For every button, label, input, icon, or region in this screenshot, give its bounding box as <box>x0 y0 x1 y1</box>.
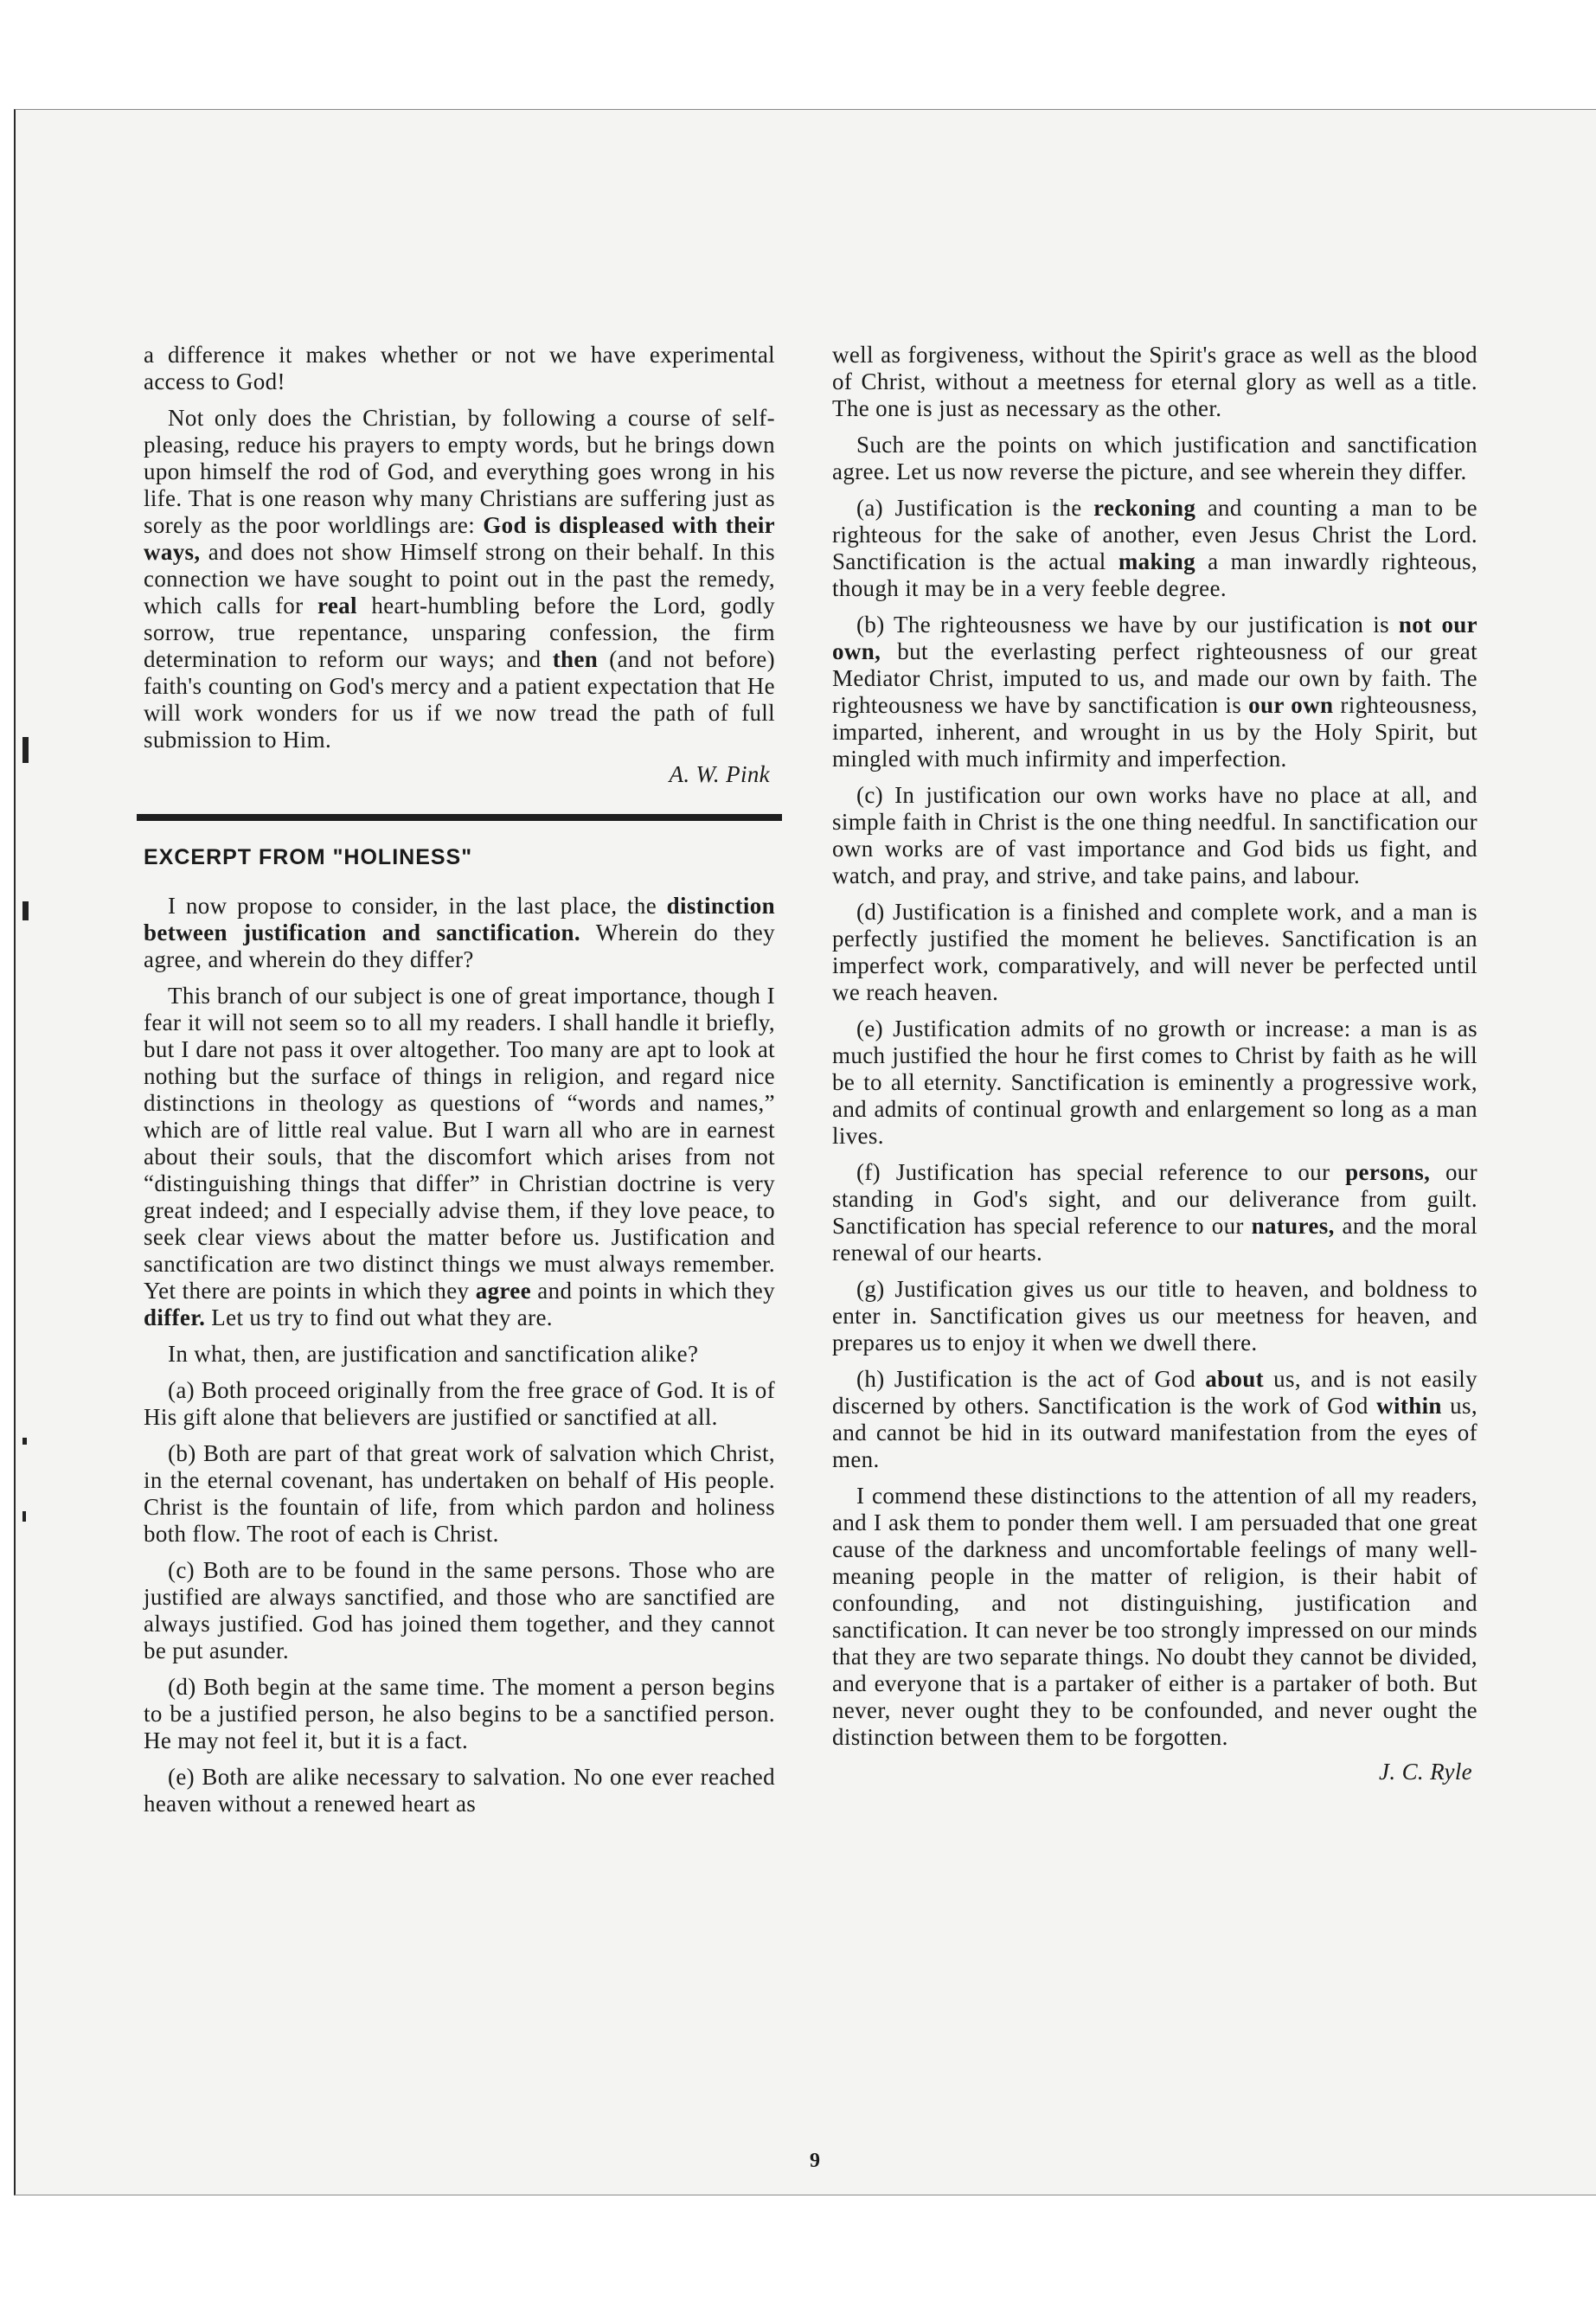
differ-point-a: (a) Justification is the reckoning and counting a man to be righteous for the sake of another, even Jesus Christ the Lord. Sanctification is the actual making a man inwardly righteous, though it may be in a very feeble degree. <box>832 495 1477 601</box>
author-signature-pink: A. W. Pink <box>669 761 770 787</box>
scan-edge-mark <box>22 737 29 763</box>
differ-point-e: (e) Justification admits of no growth or increase: a man is as much justified the hour he first comes to Christ by faith as he will be to all eternity. Sanctification is eminently a progressive work, and admits of continual growth and enlargement so long as a man lives. <box>832 1016 1477 1149</box>
differ-point-f: (f) Justification has special reference to our persons, our standing in God's sight, and our deliverance from guilt. Sanctification has special reference to our natures, and the moral renewal of our hearts. <box>832 1159 1477 1266</box>
scan-edge-mark <box>22 901 29 920</box>
agree-point-e: (e) Both are alike necessary to salvation. No one ever reached heaven without a renewed heart as <box>144 1764 775 1817</box>
section-divider <box>137 814 782 821</box>
agree-point-b: (b) Both are part of that great work of salvation which Christ, in the eternal covenant, has undertaken on behalf of His people. Christ is the fountain of life, from which pardon and holiness both flow. The root of each is Christ. <box>144 1440 775 1547</box>
differ-point-b: (b) The righteousness we have by our justification is not our own, but the everlasting perfect righteousness of our great Mediator Christ, imputed to us, and made our own by faith. The righteousness we have by sanctification is our own righteousness, imparted, inherent, and wrought in us by the Holy Spirit, but mingled with much infirmity and imperfection. <box>832 612 1478 772</box>
alike-question-paragraph: In what, then, are justification and sanctification alike? <box>168 1341 699 1367</box>
carryover-paragraph: a difference it makes whether or not we have experimental access to God! <box>144 342 775 394</box>
differ-point-g: (g) Justification gives us our title to heaven, and boldness to enter in. Sanctification gives us our meetness for heaven, and prepares us to enjoy it when we dwell there. <box>832 1276 1477 1356</box>
excerpt-intro-paragraph: I now propose to consider, in the last place, the distinction between justification and sanctification. Wherein do they agree, and wherein do they differ? <box>144 893 775 972</box>
left-column <box>144 342 775 1827</box>
scan-edge-mark <box>22 1438 27 1445</box>
agree-point-d: (d) Both begin at the same time. The moment a person begins to be a justified person, he also begins to be a sanctified person. He may not feel it, but it is a fact. <box>144 1674 775 1753</box>
differ-point-d: (d) Justification is a finished and complete work, and a man is perfectly justified the moment he believes. Sanctification is an imperfect work, comparatively, and will never be perfected until we reach heaven. <box>832 899 1477 1005</box>
differ-point-c: (c) In justification our own works have no place at all, and simple faith in Christ is the one thing needful. In sanctification our own works are of vast importance and God bids us fight, and watch, and pray, and strive, and take pains, and labour. <box>832 782 1477 888</box>
excerpt-heading: EXCERPT FROM "HOLINESS" <box>144 845 473 869</box>
differ-point-h: (h) Justification is the act of God about us, and is not easily discerned by others. Sanctification is the work of God within us, and cannot be hid in its outward manifestation from the eyes of men. <box>832 1366 1477 1472</box>
page-number: 9 <box>810 2150 820 2172</box>
author-signature-ryle: J. C. Ryle <box>1379 1759 1472 1785</box>
scan-edge-mark <box>22 1511 26 1522</box>
scanned-page <box>14 109 1596 2195</box>
reverse-paragraph: Such are the points on which justification and sanctification agree. Let us now reverse the picture, and see wherein they differ. <box>832 432 1477 484</box>
branch-paragraph: This branch of our subject is one of great importance, though I fear it will not seem so to all my readers. I shall handle it briefly, but I dare not pass it over altogether. Too many are apt to look at nothing but the surface of things in religion, and regard nice distinctions in theology as questions of “words and names,” which are of little real value. But I warn all who are in earnest about their souls, that the discomfort which arises from not “distinguishing things that differ” in Christian doctrine is very great indeed; and I especially advise them, if they love peace, to seek clear views about the matter before us. Justification and sanctification are two distinct things we must always remember. Yet there are points in which they agree and points in which they differ. Let us try to find out what they are. <box>144 983 775 1330</box>
pink-closing-paragraph: Not only does the Christian, by following a course of self-pleasing, reduce his prayers to empty words, but he brings down upon himself the rod of God, and everything goes wrong in his life. That is one reason why many Christians are suffering just as sorely as the poor worldlings are: God is displeased with their ways, and does not show Himself strong on their behalf. In this connection we have sought to point out in the past the remedy, which calls for real heart-humbling before the Lord, godly sorrow, true repentance, unsparing confession, the firm determination to reform our ways; and then (and not before) faith's counting on God's mercy and a patient expectation that He will work wonders for us if we now tread the path of full submission to Him. <box>144 405 776 753</box>
agree-point-c: (c) Both are to be found in the same persons. Those who are justified are always sanctified, and those who are sanctified are always justified. God has joined them together, and they cannot be put asunder. <box>144 1557 775 1663</box>
carryover-paragraph-right: well as forgiveness, without the Spirit's grace as well as the blood of Christ, without a meetness for eternal glory as well as a title. The one is just as necessary as the other. <box>832 342 1477 421</box>
agree-point-a: (a) Both proceed originally from the free grace of God. It is of His gift alone that believers are justified or sanctified at all. <box>144 1377 775 1430</box>
right-column <box>832 342 1477 1795</box>
commend-paragraph: I commend these distinctions to the attention of all my readers, and I ask them to ponder them well. I am persuaded that one great cause of the darkness and uncomfortable feelings of many well-meaning people in the matter of religion, is their habit of confounding, and not distinguishing, justification and sanctification. It can never be too strongly impressed on our minds that they are two separate things. No doubt they cannot be divided, and everyone that is a partaker of either is a partaker of both. But never, never ought they to be confounded, and never ought the distinction between them to be forgotten. <box>832 1483 1477 1750</box>
